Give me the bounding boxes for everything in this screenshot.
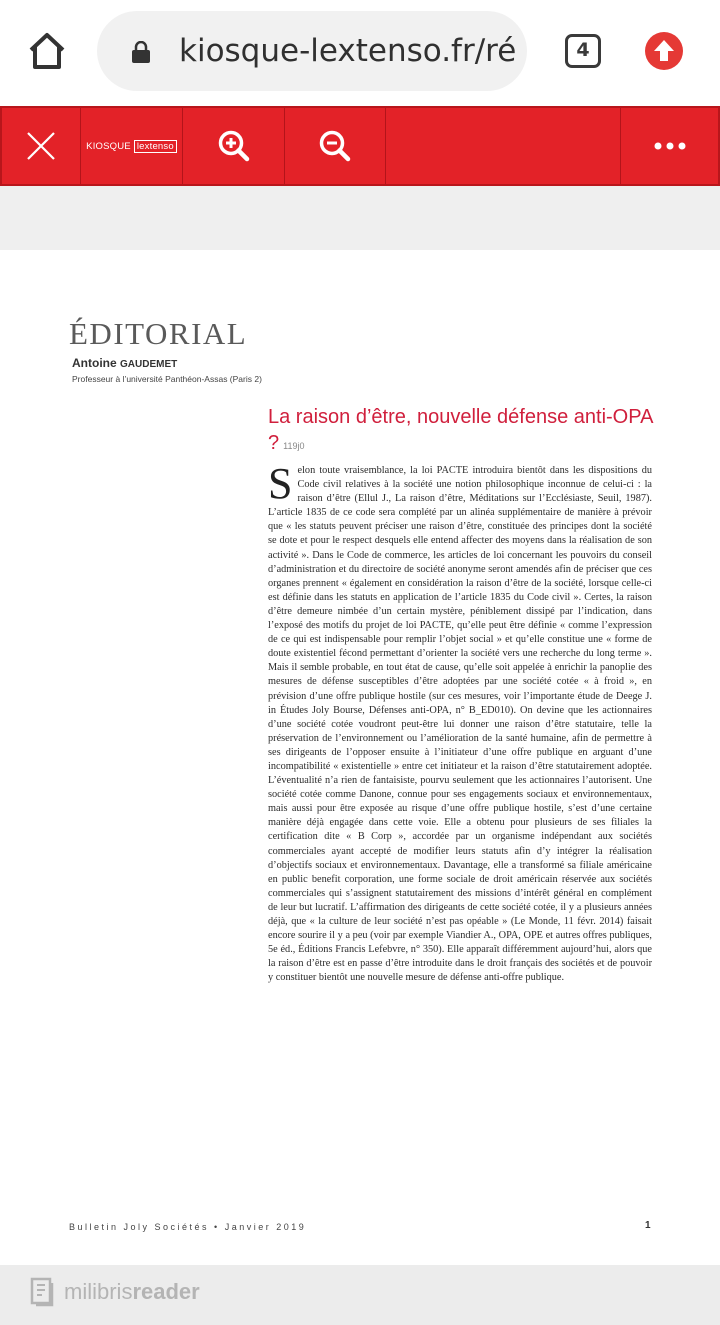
zoom-out-button[interactable]: [285, 108, 385, 184]
zoom-in-button[interactable]: [183, 108, 284, 184]
section-title: ÉDITORIAL: [69, 316, 248, 351]
drop-cap: S: [268, 459, 293, 508]
article-body-text: elon toute vraisemblance, la loi PACTE introduira bientôt dans les dispositions du Code civil relatives à la société une notion philosophique inconnue de celui-ci : la raison d’être (Ellul J., La raison d’être, Méditations sur l’Ecclésiaste, Seuil, 1987). L’article 1835 de ce code sera complété par un alinéa supplémentaire de manière à prévoir que « les statuts peuvent préciser une raison d’être, constituée des principes dont la société se dote et pour le respect desquels elle entend affecter des moyens dans la réalisation de son activité ». Dans le Code de commerce, les articles de loi concernant les pouvoirs du conseil d’administration et du directoire de société anonyme seront amendés afin de préciser que ces organes prennent « également en considération la raison d’être de la société, lorsque celle-ci est définie dans les statuts en application de l’article 1835 du Code civil ». Certes, la raison d’être demeure nimbée d’un certain mystère, péniblement dissipé par l’indication, dans l’exposé des motifs du projet de loi PACTE, qu’elle peut être définie « comme l’expression de ce qui est indispensable pour remplir l’objet social » et qu’elle constitue une « forme de doute existentiel fécond permettant d’orienter la société vers une recherche du long terme ». Mais il semble probable, en tout état de cause, qu’elle soit appelée à enrichir la panoplie des mesures de défense susceptibles d’être adoptées par une société cotée « à froid », en prévision d’une offre publique hostile (sur ces mesures, voir l’importante étude de Deege J. in Études Joly Bourse, Défenses anti-OPA, n° B_ED010). On devine que les actionnaires d’une société cotée voudront peut-être lui donner une raison d’être statutaire, telle la préservation de l’environnement ou l’amélioration de la santé humaine, afin de permettre à ses dirigeants de l’opposer ensuite à l’initiateur d’une offre publique en arguant d’une incompatibilité « existentielle » entre cet initiateur et la raison d’être statutairement adoptée. L’éventualité n’a rien de fantaisiste, pourvu seulement que les actionnaires l’autorisent. Une société cotée comme Danone, connue pour ses engagements sociaux et environnementaux, mais aussi pour être exposée au risque d’une offre publique hostile, s’est d’une certaine manière déjà engagée dans cette voie. Elle a obtenu pour plusieurs de ses filiales la certification dite « B Corp », accordée par un organisme indépendant aux sociétés commerciales ayant accepté de modifier leurs statuts afin d’y intégrer la réalisation d’objectifs sociaux et environnementaux. Davantage, elle a transformé sa filiale américaine en public benefit corporation, une forme sociale de droit américain réservée aux sociétés commerciales qui s’assignent statutairement des missions d’intérêt général en complément de leur but lucratif. L’affirmation des dirigeants de cette société cotée, il y a plusieurs années déjà, que « la culture de leur société n’est pas opéable » (Le Monde, 11 févr. 2014) faisait encore sourire il y a peu (voir par exemple Viandier A., OPA, OPE et autres offres publiques, 5e éd., Éditions Francis Lefebvre, n° 350). Elle apparaît différemment aujourd’hui, alors que la raison d’être est en passe d’être introduite dans le droit français des sociétés et de pouvoir y constituer bientôt une nouvelle mesure de défense anti-offre publique.: [268, 465, 652, 984]
page-footer: Bulletin Joly Sociétés • Janvier 2019: [69, 1222, 307, 1232]
brand-label: [86, 140, 177, 153]
author-affiliation: Professeur à l’université Panthéon-Assas (Paris 2): [72, 374, 262, 384]
article-ref: 119j0: [283, 441, 305, 451]
kiosque-logo[interactable]: [81, 108, 182, 184]
update-arrow-icon[interactable]: [644, 31, 684, 71]
url-bar[interactable]: [97, 11, 527, 91]
milibris-logo[interactable]: [30, 1277, 200, 1307]
brand-left: KIOSQUE: [86, 140, 131, 152]
more-icon: [654, 142, 686, 150]
zoom-out-icon: [318, 129, 352, 163]
article-title: [268, 404, 668, 459]
article-body: [268, 459, 652, 985]
reader-brand-bold: reader: [132, 1279, 200, 1304]
viewer-toolbar: [0, 106, 720, 186]
brand-right: lextenso: [134, 140, 177, 153]
more-button[interactable]: [621, 108, 718, 184]
author-first: Antoine: [72, 356, 117, 370]
close-button[interactable]: [2, 108, 80, 184]
author-name: [72, 356, 177, 370]
url-text: kiosque-lextenso.fr/ré: [179, 33, 517, 69]
author-last: GAUDEMET: [120, 359, 178, 370]
tab-switcher-icon[interactable]: 4: [565, 34, 601, 68]
reader-brand-light: milibris: [64, 1279, 133, 1304]
reader-brand: [64, 1279, 200, 1305]
page-gutter: [0, 186, 720, 250]
lock-icon: [131, 41, 151, 63]
close-icon: [25, 130, 57, 162]
reader-bar: [0, 1265, 720, 1325]
article-title-text: La raison d’être, nouvelle défense anti-OPA ?: [268, 406, 653, 454]
browser-toolbar: [0, 0, 720, 104]
toolbar-divider: [385, 108, 386, 184]
zoom-in-icon: [217, 129, 251, 163]
page-number: 1: [645, 1220, 651, 1231]
home-icon[interactable]: [24, 28, 70, 74]
milibris-logo-icon: [30, 1277, 56, 1307]
